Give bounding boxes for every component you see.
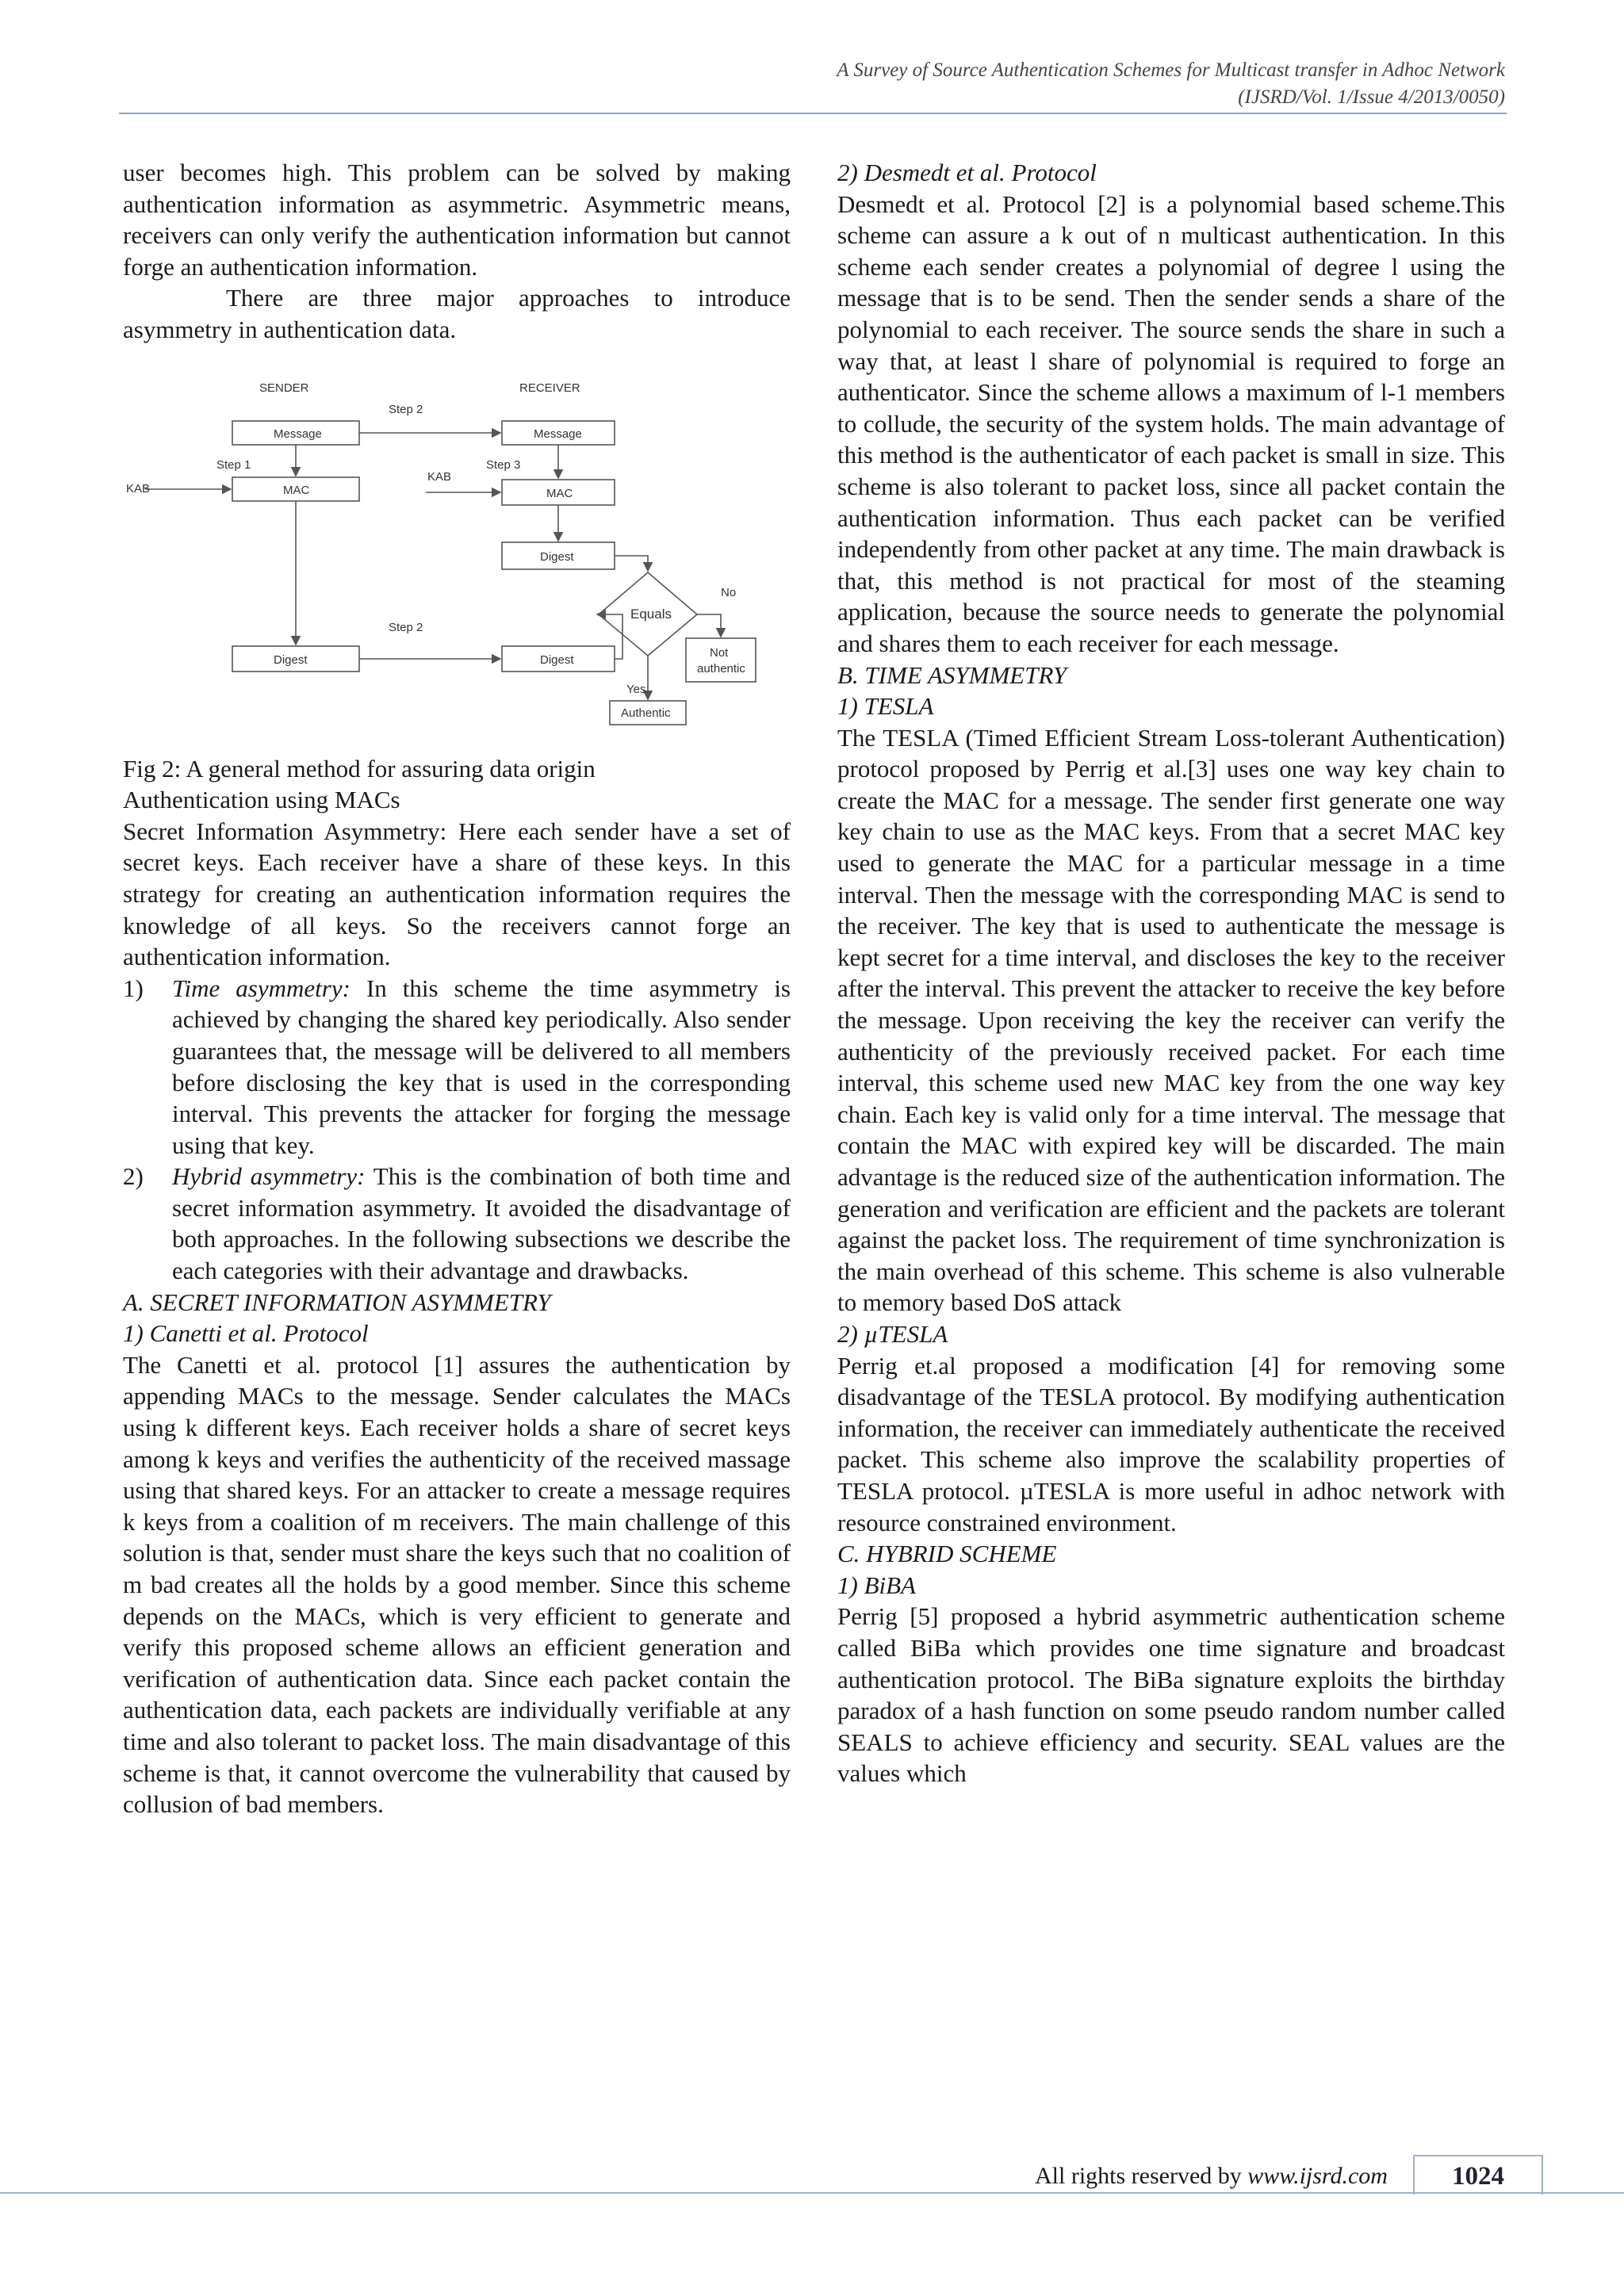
label-digest-middle: Digest [540, 549, 574, 564]
subsection-heading: 2) µTESLA [837, 1319, 948, 1348]
paragraph: user becomes high. This problem can be solved by making authentication information as asymmetric. Asymmetric means, receivers can only verify the authentication information but cannot forge an authentication information. [123, 159, 791, 281]
label-step2-top: Step 2 [389, 402, 423, 416]
label-step2-bottom: Step 2 [389, 620, 423, 634]
list-item-title: Time asymmetry: [172, 974, 350, 1002]
page-number: 1024 [1413, 2155, 1543, 2195]
label-message-sender: Message [274, 427, 322, 441]
figure-mac-diagram [123, 369, 791, 742]
subsection-heading: 2) Desmedt et al. Protocol [837, 159, 1097, 186]
label-message-receiver: Message [534, 427, 582, 441]
paragraph: Perrig [5] proposed a hybrid asymmetric authentication scheme called BiBa which provides one time signature and broadcast authentication protocol. The BiBa signature exploits the birthday paradox of a hash function on some pseudo random number called SEALS to achieve efficiency and security. SEAL values are the values which [837, 1602, 1505, 1788]
section-heading: C. HYBRID SCHEME [837, 1540, 1057, 1568]
label-no: No [721, 585, 737, 599]
list-item-text: In this scheme the time asymmetry is achieved by changing the shared key periodically. Also sender guarantees that, the message will be delivered to all members before disclosing the key that is used in the corresponding interval. This prevents the attacker for forging the message using that key. [172, 974, 791, 1159]
footer-divider [0, 2192, 1624, 2194]
label-kab-right: KAB [427, 469, 452, 484]
label-digest-sender: Digest [274, 652, 308, 667]
label-step3: Step 3 [486, 457, 521, 472]
subsection-heading: 1) BiBA [837, 1571, 916, 1599]
label-yes: Yes [626, 682, 646, 696]
footer-rights: All rights reserved by www.ijsrd.com [1035, 2163, 1388, 2189]
left-column [123, 157, 791, 1820]
mac-flow-diagram [123, 369, 791, 742]
label-mac-sender: MAC [283, 483, 310, 497]
subsection-heading: 1) TESLA [837, 692, 934, 721]
label-equals: Equals [630, 606, 672, 622]
label-mac-receiver: MAC [546, 486, 573, 500]
figure-caption-line1: Fig 2: A general method for assuring data origin [123, 754, 596, 783]
label-step1: Step 1 [216, 457, 251, 472]
paragraph: The TESLA (Timed Efficient Stream Loss-tolerant Authentication) protocol proposed by Perrig et al.[3] uses one way key chain to create the MAC for a message. The sender first generate one way key chain to use as the MAC keys. From that a secret MAC key used to generate the MAC for a particular message in a time interval. Then the message with the corresponding MAC is send to the receiver. The key that is used to authenticate the message is kept secret for a time interval, and discloses the key to the receiver after the interval. This prevent the attacker to receive the key before the message. Upon receiving the key the receiver can verify the authenticity of the previously received packet. For each time interval, this scheme used new MAC key from the one way key chain. Each key is valid only for a time interval. The message that contain the MAC with expired key will be discarded. The main advantage is the reduced size of the authentication information. The generation and verification are efficient and the packets are tolerant against the packet loss. The requirement of time synchronization is the main overhead of this scheme. This scheme is also vulnerable to memory based DoS attack [837, 723, 1505, 1317]
section-heading: A. SECRET INFORMATION ASYMMETRY [123, 1288, 551, 1316]
right-column [837, 157, 1505, 1789]
paragraph: The Canetti et al. protocol [1] assures the authentication by appending MACs to the message. Sender calculates the MACs using k different keys. Each receiver holds a share of secret keys among k keys and verifies the authenticity of the received massage using that shared keys. For an attacker to create a message requires k keys from a coalition of m receivers. The main challenge of this solution is that, sender must share the keys such that no coalition of m bad creates all the holds by a good member. Since this scheme depends on the MACs, which is very efficient to generate and verify this proposed scheme allows an efficient generation and verification of authentication data. Since each packet contain the authentication data, each packets are individually verifiable at any time and also tolerant to packet loss. The main disadvantage of this scheme is that, it cannot overcome the vulnerability that caused by collusion of bad members. [123, 1350, 791, 1819]
section-heading: B. TIME ASYMMETRY [837, 660, 1067, 689]
label-receiver: RECEIVER [519, 381, 580, 395]
label-authentic-neg: authentic [697, 661, 745, 675]
list-item-text: This is the combination of both time and secret information asymmetry. It avoided the disadvantage of both approaches. In the following subsections we describe the each categories with their advantage and drawbacks. [172, 1162, 791, 1285]
subsection-heading: 1) Canetti et al. Protocol [123, 1319, 369, 1348]
running-header-issue: (IJSRD/Vol. 1/Issue 4/2013/0050) [1238, 86, 1505, 108]
list-item-title: Hybrid asymmetry: [172, 1162, 366, 1191]
figure-caption-line2: Authentication using MACs [123, 786, 400, 814]
paragraph: Desmedt et al. Protocol [2] is a polynomial based scheme.This scheme can assure a k out of n multicast authentication. In this scheme each sender creates a polynomial of degree l using the message that is to be send. Then the sender sends a share of the polynomial to each receiver. The source sends the share in such a way that, at least l share of polynomial is required to forge an authenticator. Since the scheme allows a maximum of l-1 members to collude, the security of the system holds. The main advantage of this method is the authenticator of each packet is small in size. This scheme is also tolerant to packet loss, since all packet contain the authentication information. Thus each packet can be verified independently from other packet at any time. The main drawback is that, this method is not practical for most of the steaming application, because the source needs to generate the polynomial and shares them to each receiver for each message. [837, 189, 1505, 657]
header-divider [119, 113, 1507, 114]
paragraph: Secret Information Asymmetry: Here each sender have a set of secret keys. Each receiver have a share of these keys. In this strategy for creating an authentication information requires the knowledge of all keys. So the receivers cannot forge an authentication information. [123, 817, 791, 971]
paragraph: There are three major approaches to introduce asymmetry in authentication data. [123, 284, 791, 343]
paragraph: Perrig et.al proposed a modification [4] for removing some disadvantage of the TESLA protocol. By modifying authentication information, the receiver can immediately authenticate the received packet. This scheme also improve the scalability properties of TESLA protocol. µTESLA is more useful in adhoc network with resource constrained environment. [837, 1351, 1505, 1536]
label-authentic: Authentic [621, 706, 671, 720]
running-header-title: A Survey of Source Authentication Schemes for Multicast transfer in Adhoc Network [837, 59, 1505, 81]
label-sender: SENDER [259, 381, 309, 395]
footer-site-link[interactable]: www.ijsrd.com [1247, 2163, 1388, 2189]
label-digest-receiver: Digest [540, 652, 574, 667]
label-not: Not [710, 645, 729, 660]
label-kab-left: KAB [126, 481, 151, 496]
list-item: 2) Hybrid asymmetry: This is the combination of both time and secret information asymmetry. It avoided the disadvantage of both approaches. In the following subsections we describe the each categories with their advantage and drawbacks. [123, 1162, 791, 1285]
list-item: 1) Time asymmetry: In this scheme the time asymmetry is achieved by changing the shared key periodically. Also sender guarantees that, the message will be delivered to all members before disclosing the key that is used in the corresponding interval. This prevents the attacker for forging the message using that key. [123, 974, 791, 1159]
